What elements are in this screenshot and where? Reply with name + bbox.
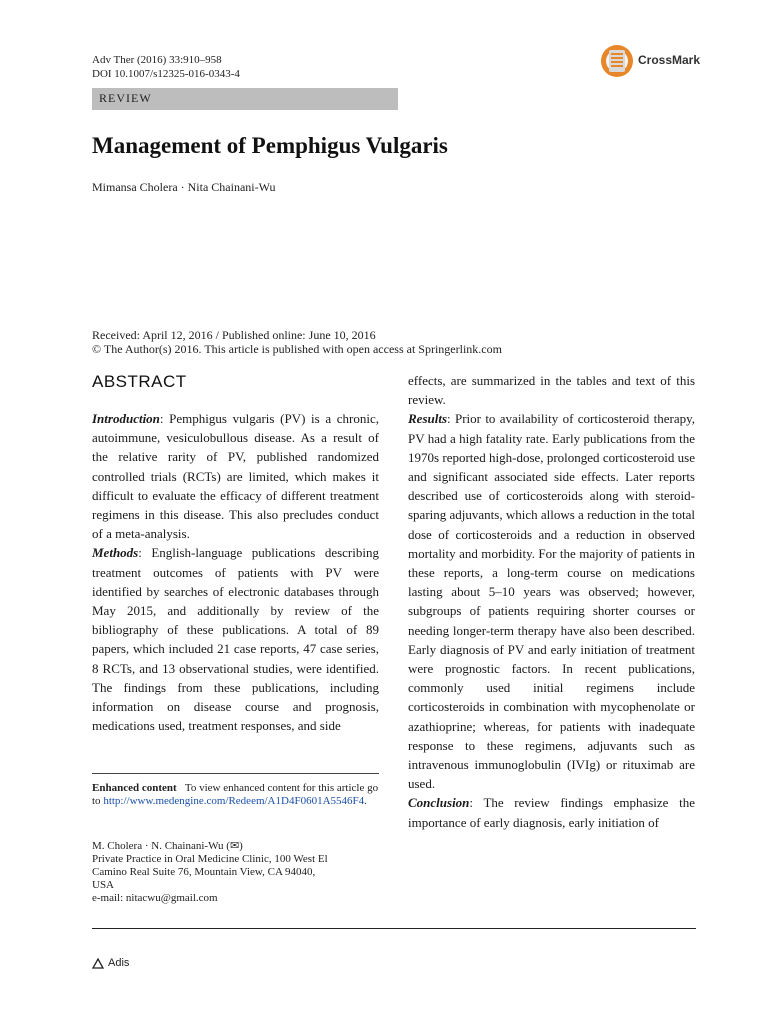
introduction-paragraph — [92, 409, 379, 543]
affiliation-email[interactable]: e-mail: nitacwu@gmail.com — [92, 892, 218, 904]
affiliation-line-1: Private Practice in Oral Medicine Clinic, 100 West El — [92, 853, 328, 865]
publication-dates — [92, 328, 502, 356]
enhanced-content-text: To view enhanced content for this article go to — [92, 782, 379, 807]
enhanced-content-label: Enhanced content — [92, 782, 177, 794]
abstract-right-column — [408, 371, 695, 832]
enhanced-content-link[interactable]: http://www.medengine.com/Redeem/A1D4F0601A5546F4 — [103, 795, 365, 807]
introduction-text: : Pemphigus vulgaris (PV) is a chronic, autoimmune, vesiculobullous disease. As a result of the relative rarity of PV, published randomized controlled trials (RCTs) are limited, which makes it difficult to evaluate the efficacy of different treatment regimens in this disease. This also precludes conduct of a meta-analysis. — [92, 411, 379, 542]
methods-text: : English-language publications describing treatment outcomes of patients with PV were identified by searches of electronic databases through May 2015, and additionally by review of the bibliography of these publications. A total of 89 papers, which included 21 case reports, 47 case series, 8 RCTs, and 13 observational studies, were identified. The findings from these publications, including information on disease course and prognosis, medications used, treatment responses, and side — [92, 545, 379, 734]
results-text: : Prior to availability of corticosteroid therapy, PV had a high fatality rate. Early publications from the 1970s reported high-dose, prolonged corticosteroid use and significant associated side effects. Later reports described use of corticosteroids along with steroid-sparing adjuvants, which allows a reduction in the total dose of corticosteroids and a reduction in observed mortality and morbidity. For the majority of patients in these reports, a long-term course on medications lasting about 5–10 years was observed; however, subgroups of patients requiring shorter courses or needing longer-term therapy have also been described. Early diagnosis of PV and early initiation of treatment were prognostic factors. In recent publications, commonly used initial regimens include corticosteroids in combination with mycophenolate or azathioprine; whereas, for patients with inadequate response to these regimens, adjuvants such as intravenous immunoglobulin (IVIg) or rituximab are used. — [408, 411, 696, 792]
article-title: Management of Pemphigus Vulgaris — [92, 133, 448, 158]
methods-paragraph — [92, 543, 379, 735]
abstract-left-column — [92, 409, 379, 735]
crossmark-badge[interactable] — [600, 42, 710, 80]
affiliation-line-2: Camino Real Suite 76, Mountain View, CA 94040, — [92, 866, 316, 878]
conclusion-paragraph — [408, 793, 695, 831]
adis-triangle-icon — [92, 958, 104, 969]
results-label: Results — [408, 411, 448, 427]
enhanced-content-note — [92, 782, 380, 808]
section-label: REVIEW — [99, 91, 152, 105]
introduction-label: Introduction — [92, 411, 160, 426]
results-paragraph — [408, 409, 695, 793]
license-line: © The Author(s) 2016. This article is published with open access at Springerlink.com — [92, 342, 502, 356]
methods-continuation: effects, are summarized in the tables and text of this review. — [408, 373, 695, 408]
abstract-heading: ABSTRACT — [92, 372, 187, 391]
conclusion-label: Conclusion — [408, 795, 470, 811]
article-authors: Mimansa Cholera · Nita Chainani-Wu — [92, 180, 276, 194]
crossmark-icon — [600, 42, 634, 80]
footnote-divider — [92, 773, 379, 774]
section-label-bar — [92, 88, 398, 110]
received-line: Received: April 12, 2016 / Published online: June 10, 2016 — [92, 328, 376, 342]
conclusion-text: : The review findings emphasize the importance of early diagnosis, early initiation of — [408, 795, 695, 830]
affiliation-line-3: USA — [92, 879, 115, 891]
journal-citation: Adv Ther (2016) 33:910–958 — [92, 54, 222, 66]
affiliation-names: M. Cholera · N. Chainani-Wu (✉) — [92, 840, 243, 852]
crossmark-label: CrossMark — [638, 53, 701, 67]
publisher-logo — [92, 957, 129, 969]
enhanced-content-period: . — [364, 795, 367, 807]
page-footer-rule — [92, 928, 696, 929]
journal-citation-block — [92, 53, 240, 81]
journal-doi[interactable]: DOI 10.1007/s12325-016-0343-4 — [92, 68, 240, 80]
methods-label: Methods — [92, 545, 139, 561]
publisher-name: Adis — [108, 957, 130, 969]
author-affiliation — [92, 840, 380, 905]
